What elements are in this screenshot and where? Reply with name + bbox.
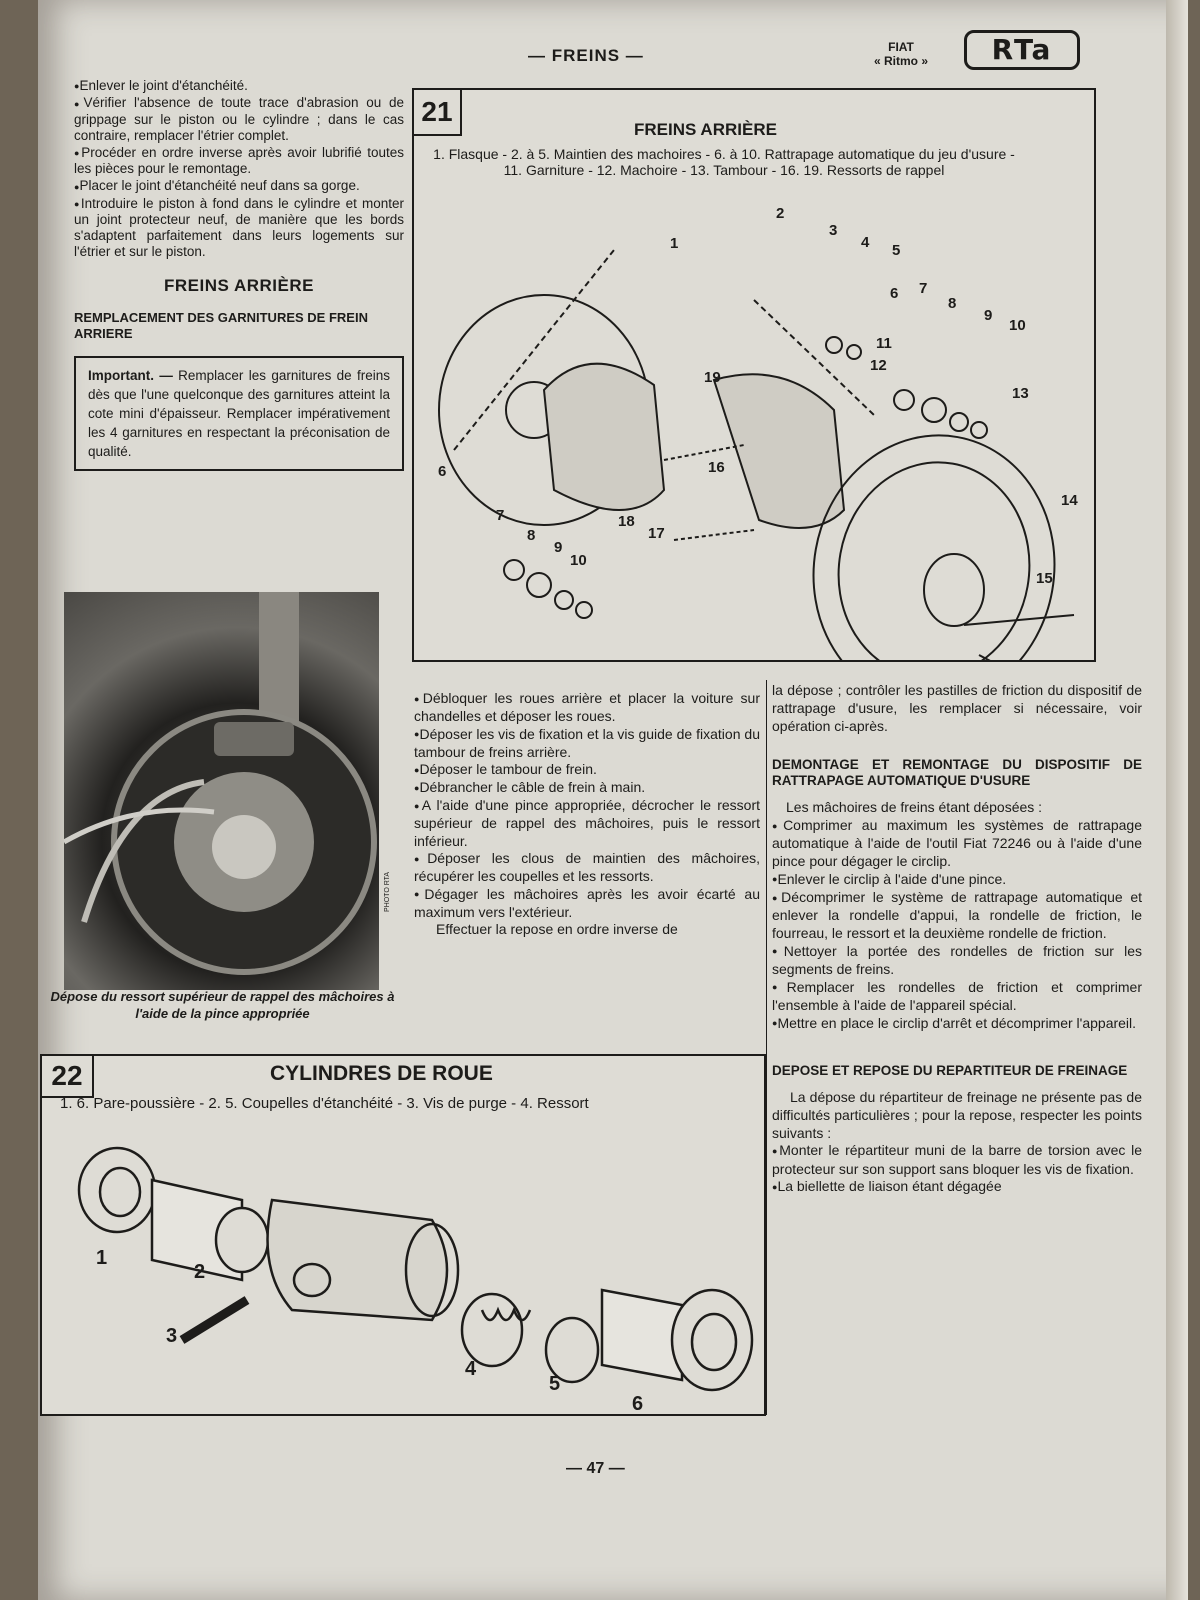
callout-2: 2	[194, 1261, 206, 1283]
wheel-cylinder	[214, 722, 294, 756]
callout-9: 9	[984, 307, 993, 324]
callout-9-left: 9	[554, 539, 563, 556]
callout-10: 10	[1009, 317, 1026, 334]
figure-22	[40, 1054, 766, 1416]
dust-cover-6	[672, 1290, 752, 1390]
spring-19	[664, 445, 744, 460]
cylinder-body	[268, 1200, 448, 1320]
list-item: ● Procéder en ordre inverse après avoir lubrifié toutes les pièces pour le remontage.	[74, 145, 404, 177]
closing-sentence: Effectuer la repose en ordre inverse de	[436, 921, 678, 938]
seal-cup-2	[216, 1208, 268, 1272]
list-item: ● Introduire le piston à fond dans le cylindre et monter un joint protecteur neuf, de manière que les bords s'adaptent parfaitement dans leurs logements sur l'étrier et sur le piston.	[74, 196, 404, 260]
brake-photo-drawing	[64, 592, 379, 990]
page-edge	[1166, 0, 1188, 1600]
washer-8	[922, 398, 946, 422]
wheel-cylinder-diagram	[42, 1120, 760, 1410]
spring-4-washer	[462, 1294, 522, 1366]
callout-4: 4	[465, 1358, 477, 1380]
callout-1: 1	[670, 235, 679, 252]
bleed-screw-3	[182, 1300, 247, 1340]
list-item: ● La biellette de liaison étant dégagée	[772, 1178, 1142, 1196]
figure-21	[412, 88, 1096, 662]
callout-1: 1	[96, 1247, 108, 1269]
dust-cover-1	[79, 1148, 155, 1232]
list-item: ● Vérifier l'absence de toute trace d'abrasion ou de grippage sur le piston ou le cylindre ; dans le cas contraire, remplacer l'étrier complet.	[74, 95, 404, 143]
rta-logo: RTa	[964, 30, 1080, 70]
callout-17: 17	[648, 525, 665, 542]
list-item: ● Enlever le circlip à l'aide d'une pince.	[772, 871, 1142, 889]
hub-center	[212, 815, 276, 879]
list-item: ● Placer le joint d'étanchéité neuf dans sa gorge.	[74, 178, 404, 194]
callout-13: 13	[1012, 385, 1029, 402]
callout-6: 6	[890, 285, 899, 302]
photo-credit: PHOTO RTA	[384, 871, 391, 912]
column-divider	[766, 680, 767, 1415]
callout-12: 12	[870, 357, 887, 374]
continuation-text: la dépose ; contrôler les pastilles de friction du dispositif de rattrapage d'usure, les remplacer si nécessaire, voir opération ci-après.	[772, 682, 1142, 734]
brake-shoe-left	[544, 364, 664, 510]
sub-heading: REMPLACEMENT DES GARNITURES DE FREIN ARRIERE	[74, 310, 368, 342]
procedure-step: ● Dégager les mâchoires après les avoir écarté au maximum vers l'extérieur.	[414, 886, 760, 922]
running-header-title: — FREINS —	[528, 46, 644, 65]
brake-shoe-right	[714, 374, 844, 528]
callout-3: 3	[166, 1325, 178, 1347]
heading-repartiteur: DEPOSE ET REPOSE DU REPARTITEUR DE FREINAGE	[772, 1063, 1128, 1079]
washer-8b	[527, 573, 551, 597]
right-column	[772, 682, 1142, 1197]
callout-19: 19	[704, 369, 721, 386]
intro-repartiteur: La dépose du répartiteur de freinage ne présente pas de difficultés particulières ; pour la repose, respecter les points suivants :	[772, 1089, 1142, 1141]
washer-9	[950, 413, 968, 431]
callout-5: 5	[892, 242, 901, 259]
brake-photo	[64, 592, 379, 990]
callout-4: 4	[861, 234, 870, 251]
figure-number: 21	[414, 90, 462, 136]
header-brand	[874, 40, 928, 68]
rear-brake-diagram	[414, 190, 1090, 660]
procedure-step: ● Déposer les vis de fixation et la vis guide de fixation du tambour de freins arrière.	[414, 726, 760, 762]
spring-4	[482, 1310, 530, 1320]
list-item: ● Décomprimer le système de rattrapage automatique et enlever la rondelle d'appui, la rondelle de friction, le fourreau, le ressort et la deuxième rondelle de friction.	[772, 889, 1142, 943]
middle-column	[414, 690, 760, 939]
callout-18: 18	[618, 513, 635, 530]
brand-name: FIAT	[888, 40, 914, 54]
list-item: ● Comprimer au maximum les systèmes de rattrapage automatique à l'aide de l'outil Fiat 72246 ou à l'aide d'une pince pour dégager le circlip.	[772, 817, 1142, 871]
washer-5	[847, 345, 861, 359]
drum-center	[924, 554, 984, 626]
callout-10-left: 10	[570, 552, 587, 569]
figure-title: FREINS ARRIÈRE	[634, 120, 777, 139]
model-name: « Ritmo »	[874, 54, 929, 68]
washer-4	[826, 337, 842, 353]
page-number: — 47 —	[566, 1460, 625, 1477]
procedure-step: ● Débrancher le câble de frein à main.	[414, 779, 760, 797]
section-heading: FREINS ARRIÈRE	[164, 276, 314, 296]
list-item: ● Monter le répartiteur muni de la barre de torsion avec le protecteur sur son support sans bloquer les vis de fixation.	[772, 1142, 1142, 1178]
callout-8-left: 8	[527, 527, 536, 544]
figure-legend: 1. Flasque - 2. à 5. Maintien des machoires - 6. à 10. Rattrapage automatique du jeu d'usure - 11. Garniture - 12. Machoire - 13. Tambour - 16. 19. Ressorts de rappel	[433, 146, 1015, 178]
callout-7: 7	[919, 280, 928, 297]
callout-11: 11	[876, 335, 892, 352]
callout-3: 3	[829, 222, 838, 239]
figure-number: 22	[42, 1056, 94, 1098]
callout-16: 16	[708, 459, 725, 476]
list-item: ● Remplacer les rondelles de friction et comprimer l'ensemble à l'aide de l'appareil spécial.	[772, 979, 1142, 1015]
circlip-10	[971, 422, 987, 438]
procedure-step: ● Déposer le tambour de frein.	[414, 761, 760, 779]
photo-caption: Dépose du ressort supérieur de rappel des mâchoires à l'aide de la pince appropriée	[50, 989, 395, 1021]
list-item: ● Enlever le joint d'étanchéité.	[74, 78, 404, 94]
list-item: ● Nettoyer la portée des rondelles de friction sur les segments de freins.	[772, 943, 1142, 979]
callout-6-left: 6	[438, 463, 447, 480]
spring-16	[674, 530, 754, 540]
callout-2: 2	[776, 205, 785, 222]
list-item: ● Mettre en place le circlip d'arrêt et décomprimer l'appareil.	[772, 1015, 1142, 1033]
callout-8: 8	[948, 295, 957, 312]
callout-7-left: 7	[496, 507, 505, 524]
intro-rattrapage: Les mâchoires de freins étant déposées :	[786, 799, 1043, 816]
left-column	[74, 78, 404, 471]
procedure-step: ● A l'aide d'une pince appropriée, décrocher le ressort supérieur de rappel des mâchoires, puis le ressort inférieur.	[414, 797, 760, 850]
washer-7	[894, 390, 914, 410]
procedure-step: ● Débloquer les roues arrière et placer la voiture sur chandelles et déposer les roues.	[414, 690, 760, 726]
callout-6: 6	[632, 1393, 644, 1410]
brake-drum-inner	[822, 447, 1047, 660]
callout-5: 5	[549, 1373, 561, 1395]
washer-9b	[555, 591, 573, 609]
figure-title: CYLINDRES DE ROUE	[270, 1062, 493, 1085]
piston-2	[602, 1290, 682, 1380]
intro-list	[74, 78, 404, 260]
callout-14: 14	[1061, 492, 1078, 509]
important-text: Remplacer les garnitures de freins dès que l'une quelconque des garnitures atteint la cote mini d'épaisseur. Remplacer impérativement les 4 garnitures en respectant la préconisation de qualité.	[88, 368, 391, 460]
callout-15: 15	[1036, 570, 1053, 587]
circlip-10b	[576, 602, 592, 618]
important-note	[74, 356, 404, 471]
procedure-step: ● Déposer les clous de maintien des mâchoires, récupérer les coupelles et les ressorts.	[414, 850, 760, 886]
washer-7b	[504, 560, 524, 580]
figure-legend: 1. 6. Pare-poussière - 2. 5. Coupelles d'étanchéité - 3. Vis de purge - 4. Ressort	[60, 1095, 589, 1112]
important-label: Important. —	[88, 368, 173, 384]
heading-rattrapage: DEMONTAGE ET REMONTAGE DU DISPOSITIF DE RATTRAPAGE AUTOMATIQUE D'USURE	[772, 757, 1142, 789]
